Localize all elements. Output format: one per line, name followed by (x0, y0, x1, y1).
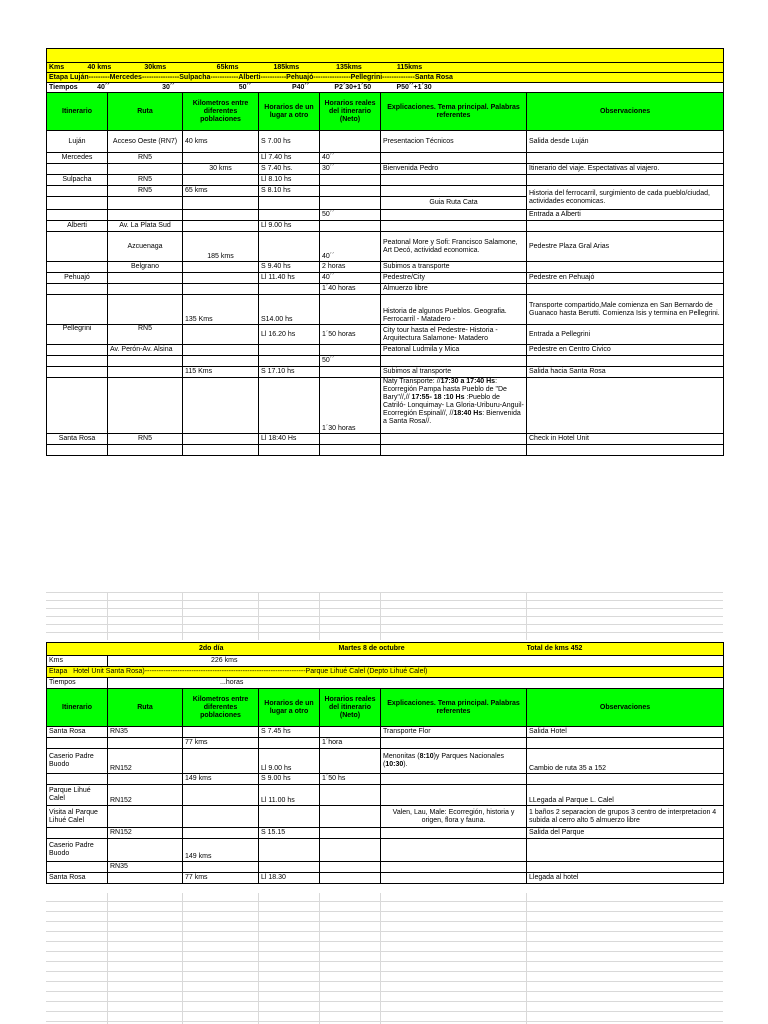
table-row (47, 749, 724, 774)
cell-ruta (108, 367, 183, 378)
cell-horario: Ll 9.00 hs (259, 221, 320, 232)
cell-itinerario: Alberti (47, 221, 108, 232)
cell-explicacion (381, 785, 527, 806)
cell-ruta: RN5 (108, 153, 183, 164)
cell-neto (320, 186, 381, 197)
day1-kms-text: Kms 40 kms 30kms 65kms 185kms 135kms 115kms (47, 63, 724, 73)
cell-explicacion: Bienvenida Pedro (381, 164, 527, 175)
header-kilometros: Kilometros entre diferentes poblaciones (183, 689, 259, 727)
cell-explicacion (381, 175, 527, 186)
table-row (47, 738, 724, 749)
cell-ruta: RN35 (108, 727, 183, 738)
cell-ruta: RN5 (108, 434, 183, 445)
day2-title-row (47, 643, 724, 656)
day2-title-day-text: 2do día (199, 645, 224, 652)
cell-itinerario (47, 356, 108, 367)
cell-horario (259, 445, 320, 456)
cell-itinerario (47, 378, 108, 434)
cell-explicacion: Peatonal More y Sofi: Francisco Salamone, Art Decó, actividad economica. (381, 232, 527, 262)
cell-explicacion: Pedestre/City (381, 273, 527, 284)
day1-tiempos-text: Tiempos 40´´ 30´´ 50´´ P40´´ P2´30+1´50 P50´´+1´30 (47, 83, 724, 93)
cell-itinerario (47, 862, 108, 873)
cell-horario (259, 210, 320, 221)
cell-km (183, 175, 259, 186)
cell-observacion: Entrada a Pellegrini (527, 325, 724, 345)
cell-itinerario (47, 284, 108, 295)
cell-observacion (527, 153, 724, 164)
cell-horario: Ll 16.20 hs (259, 325, 320, 345)
cell-observacion: Salida Hotel (527, 727, 724, 738)
cell-observacion (527, 839, 724, 862)
day1-top-yellow (47, 49, 724, 63)
cell-horario: S 15.15 (259, 828, 320, 839)
table-row (47, 273, 724, 284)
cell-ruta: RN5 (108, 325, 183, 345)
day2-title-date (259, 643, 527, 656)
day2-kms-label: Kms (47, 656, 108, 667)
cell-neto (320, 345, 381, 356)
table-row (47, 839, 724, 862)
day2-etapa-row (47, 667, 724, 678)
cell-km (183, 727, 259, 738)
cell-observacion (527, 262, 724, 273)
cell-ruta: RN152 (108, 785, 183, 806)
cell-observacion: 1 baños 2 separacion de grupos 3 centro de interpretacion 4 subida al cerro alto 5 almuerzo libre (527, 806, 724, 828)
day2-kms-value-cell (108, 656, 724, 667)
cell-explicacion (381, 186, 527, 197)
day2-title-total (527, 643, 724, 656)
cell-ruta (108, 197, 183, 210)
table-row (47, 284, 724, 295)
cell-horario (259, 738, 320, 749)
cell-neto (320, 295, 381, 325)
cell-horario: Ll 18.30 (259, 873, 320, 884)
cell-ruta: Av. Perón-Av. Alsina (108, 345, 183, 356)
cell-neto: 30´´ (320, 164, 381, 175)
cell-explicacion: Transporte Flor (381, 727, 527, 738)
cell-itinerario: Caserio Padre Buodo (47, 749, 108, 774)
cell-horario (259, 284, 320, 295)
menonitas-time-2: 10:30 (385, 761, 404, 768)
cell-neto: 40´´ (320, 273, 381, 284)
cell-itinerario (47, 738, 108, 749)
cell-itinerario (47, 262, 108, 273)
header-horarios-reales: Horarios reales del itinerario (Neto) (320, 689, 381, 727)
spreadsheet-gridlines-bottom (46, 893, 723, 1024)
naty-text-1: Naty Transporte: // (383, 378, 441, 385)
day2-title-total-text: Total de kms 452 (526, 645, 583, 652)
cell-km (183, 262, 259, 273)
cell-explicacion (381, 862, 527, 873)
cell-explicacion (381, 356, 527, 367)
cell-ruta (108, 873, 183, 884)
naty-text-2: : Ecorregión Pampa hasta Pueblo de "De Bary"//,// (383, 378, 507, 401)
day2-tiempos-label: Tiempos (47, 678, 108, 689)
cell-horario: S14.00 hs (259, 295, 320, 325)
cell-km (183, 284, 259, 295)
cell-km: 185 kms (183, 232, 259, 262)
cell-km: 149 kms (183, 774, 259, 785)
cell-km (183, 445, 259, 456)
cell-observacion: Cambio de ruta 35 a 152 (527, 749, 724, 774)
cell-km (183, 806, 259, 828)
cell-horario: Ll 18:40 Hs (259, 434, 320, 445)
table-row (47, 164, 724, 175)
cell-neto (320, 131, 381, 153)
menonitas-time-1: 8:10 (419, 753, 434, 760)
cell-ruta (108, 806, 183, 828)
cell-explicacion: Almuerzo libre (381, 284, 527, 295)
cell-observacion: Salida hacia Santa Rosa (527, 367, 724, 378)
cell-explicacion: Valen, Lau, Male: Ecorregión, historia y origen, flora y fauna. (381, 806, 527, 828)
table-row (47, 345, 724, 356)
day1-table (46, 48, 724, 456)
table-row (47, 378, 724, 434)
cell-km: 149 kms (183, 839, 259, 862)
menonitas-text-2: )y Parques Nacionales ( (383, 753, 505, 768)
cell-ruta (108, 356, 183, 367)
naty-time-2: 17:55- 18 :10 Hs (411, 394, 465, 401)
cell-ruta (108, 738, 183, 749)
cell-horario: Ll 11.40 hs (259, 273, 320, 284)
cell-itinerario (47, 445, 108, 456)
cell-neto (320, 828, 381, 839)
cell-ruta (108, 839, 183, 862)
header-itinerario: Itinerario (47, 689, 108, 727)
cell-horario: S 7.45 hs (259, 727, 320, 738)
table-row (47, 131, 724, 153)
cell-neto: 1´hora (320, 738, 381, 749)
cell-horario (259, 862, 320, 873)
naty-time-3: 18:40 Hs (453, 410, 483, 417)
table-row (47, 153, 724, 164)
cell-neto: 2 horas (320, 262, 381, 273)
cell-explicacion (381, 839, 527, 862)
cell-observacion (527, 175, 724, 186)
cell-itinerario (47, 197, 108, 210)
cell-itinerario (47, 210, 108, 221)
day2-kms-value: 226 kms (211, 657, 238, 664)
cell-horario: S 7.40 hs. (259, 164, 320, 175)
cell-km (183, 828, 259, 839)
table-row (47, 785, 724, 806)
cell-observacion: Pedestre Plaza Gral Arias (527, 232, 724, 262)
cell-itinerario: Visita al Parque Lihué Calel (47, 806, 108, 828)
cell-horario: S 7.00 hs (259, 131, 320, 153)
day1-sheet (46, 48, 723, 456)
cell-explicacion: Subimos al transporte (381, 367, 527, 378)
cell-explicacion-naty (381, 378, 527, 434)
cell-explicacion (381, 210, 527, 221)
table-row (47, 186, 724, 197)
cell-itinerario: Sulpacha (47, 175, 108, 186)
cell-km: 40 kms (183, 131, 259, 153)
cell-itinerario: Pehuajó (47, 273, 108, 284)
cell-neto: 1´40 horas (320, 284, 381, 295)
cell-ruta: Acceso Oeste (RN7) (108, 131, 183, 153)
header-explicaciones: Explicaciones. Tema principal. Palabras referentes (381, 689, 527, 727)
day2-sheet (46, 642, 723, 884)
cell-observacion (527, 862, 724, 873)
cell-km (183, 862, 259, 873)
table-row (47, 356, 724, 367)
cell-neto: 50´´ (320, 210, 381, 221)
cell-observacion: Pedestre en Pehuajó (527, 273, 724, 284)
cell-km: 65 kms (183, 186, 259, 197)
menonitas-text-3: ). (403, 761, 408, 768)
cell-km (183, 749, 259, 774)
cell-km (183, 356, 259, 367)
cell-ruta: Av. La Plata Sud (108, 221, 183, 232)
cell-itinerario (47, 295, 108, 325)
cell-neto: 1´50 hs (320, 774, 381, 785)
cell-ruta (108, 378, 183, 434)
naty-text-3: :Pueblo de Catriló- Lonquimay- La Gloria-Uriburu-Anguil- Ecorregión Espinal//, // (383, 394, 524, 417)
table-row (47, 295, 724, 325)
table-row (47, 175, 724, 186)
cell-explicacion-menonitas (381, 749, 527, 774)
cell-horario (259, 356, 320, 367)
cell-observacion (527, 284, 724, 295)
cell-neto (320, 806, 381, 828)
cell-horario: S 8.10 hs (259, 186, 320, 197)
cell-km (183, 785, 259, 806)
cell-neto (320, 367, 381, 378)
cell-ruta: RN5 (108, 175, 183, 186)
cell-observacion: Check in Hotel Unit (527, 434, 724, 445)
cell-observacion: LLegada al Parque L. Calel (527, 785, 724, 806)
header-itinerario: Itinerario (47, 93, 108, 131)
cell-neto (320, 839, 381, 862)
cell-neto (320, 749, 381, 774)
table-row (47, 862, 724, 873)
cell-ruta: RN152 (108, 828, 183, 839)
cell-horario (259, 197, 320, 210)
header-observaciones: Observaciones (527, 93, 724, 131)
cell-itinerario (47, 367, 108, 378)
day2-etapa-text: Etapa Hotel Unit Santa Rosa)---------------------------------------------------------------------Parque Lihué Calel (Depto Lihué Calel) (47, 667, 724, 678)
table-row (47, 210, 724, 221)
cell-ruta: Belgrano (108, 262, 183, 273)
cell-itinerario (47, 345, 108, 356)
cell-ruta: RN5 (108, 186, 183, 197)
cell-ruta (108, 284, 183, 295)
cell-observacion: Salida del Parque (527, 828, 724, 839)
table-row (47, 873, 724, 884)
cell-explicacion: Subimos a transporte (381, 262, 527, 273)
cell-km: 135 Kms (183, 295, 259, 325)
cell-neto (320, 445, 381, 456)
cell-explicacion: Peatonal Ludmila y Mica (381, 345, 527, 356)
cell-horario: Ll 9.00 hs (259, 749, 320, 774)
cell-observacion: Historia del ferrocarril, surgimiento de cada pueblo/ciudad, actividades economicas. (527, 186, 724, 210)
cell-km (183, 325, 259, 345)
cell-ruta (108, 164, 183, 175)
table-row (47, 774, 724, 785)
cell-observacion: Pedestre en Centro Civico (527, 345, 724, 356)
cell-observacion (527, 221, 724, 232)
header-ruta: Ruta (108, 93, 183, 131)
cell-neto (320, 197, 381, 210)
cell-neto: 40´´ (320, 232, 381, 262)
cell-km (183, 153, 259, 164)
naty-time-1: 17:30 a 17:40 Hs (440, 378, 496, 385)
cell-horario (259, 345, 320, 356)
day2-table (46, 642, 724, 884)
header-ruta: Ruta (108, 689, 183, 727)
cell-observacion: Transporte compartido,Male comienza en San Bernardo de Guanaco hasta Berutti. Comienza Isis y termina en Pellegrini. (527, 295, 724, 325)
cell-explicacion (381, 774, 527, 785)
cell-neto: 40´´ (320, 153, 381, 164)
header-observaciones: Observaciones (527, 689, 724, 727)
day1-tiempos-row (47, 83, 724, 93)
table-row (47, 232, 724, 262)
day2-tiempos-row (47, 678, 724, 689)
cell-itinerario: Mercedes (47, 153, 108, 164)
cell-observacion (527, 738, 724, 749)
cell-neto (320, 785, 381, 806)
header-kilometros: Kilometros entre diferentes poblaciones (183, 93, 259, 131)
cell-ruta (108, 273, 183, 284)
cell-ruta (108, 210, 183, 221)
cell-explicacion: Presentacion Técnicos (381, 131, 527, 153)
cell-explicacion (381, 828, 527, 839)
table-row (47, 221, 724, 232)
cell-explicacion (381, 434, 527, 445)
cell-horario (259, 232, 320, 262)
cell-km (183, 197, 259, 210)
table-row (47, 727, 724, 738)
cell-neto: 1´50 horas (320, 325, 381, 345)
day1-etapa-row (47, 73, 724, 83)
cell-observacion (527, 774, 724, 785)
cell-explicacion: City tour hasta el Pedestre- Historia - Arquitectura Salamone- Matadero (381, 325, 527, 345)
cell-km (183, 273, 259, 284)
header-horarios: Horarios de un lugar a otro (259, 93, 320, 131)
cell-km (183, 221, 259, 232)
day2-title-day (47, 643, 259, 656)
cell-ruta (108, 774, 183, 785)
cell-horario: S 9.40 hs (259, 262, 320, 273)
cell-km: 115 Kms (183, 367, 259, 378)
table-row (47, 325, 724, 345)
cell-observacion (527, 445, 724, 456)
cell-neto (320, 862, 381, 873)
cell-km (183, 345, 259, 356)
cell-itinerario (47, 186, 108, 197)
spreadsheet-gridlines-middle (46, 592, 723, 640)
cell-neto (320, 873, 381, 884)
cell-explicacion (381, 738, 527, 749)
cell-ruta: RN35 (108, 862, 183, 873)
cell-neto (320, 175, 381, 186)
cell-horario: Ll 7.40 hs (259, 153, 320, 164)
table-row (47, 367, 724, 378)
cell-neto (320, 221, 381, 232)
cell-itinerario (47, 164, 108, 175)
cell-itinerario (47, 774, 108, 785)
cell-horario: Ll 11.00 hs (259, 785, 320, 806)
cell-explicacion: Historia de algunos Pueblos. Geografia. Ferrocarril - Matadero - (381, 295, 527, 325)
cell-explicacion (381, 221, 527, 232)
day1-etapa-text: Etapa Luján---------Mercedes----------------Sulpacha------------Alberti-----------Pehuajó----------------Pellegrini--------------Santa Rosa (47, 73, 724, 83)
cell-itinerario: Santa Rosa (47, 873, 108, 884)
header-horarios: Horarios de un lugar a otro (259, 689, 320, 727)
naty-text-4: : Bienvenida a Santa Rosa//. (383, 410, 521, 425)
cell-neto (320, 434, 381, 445)
cell-explicacion: Guia Ruta Cata (381, 197, 527, 210)
cell-itinerario: Caserio Padre Buodo (47, 839, 108, 862)
cell-observacion: Salida desde Luján (527, 131, 724, 153)
cell-observacion (527, 356, 724, 367)
cell-km: 30 kms (183, 164, 259, 175)
cell-km (183, 434, 259, 445)
cell-itinerario: Parque Lihué Calel (47, 785, 108, 806)
table-row (47, 445, 724, 456)
cell-km (183, 378, 259, 434)
cell-km: 77 kms (183, 873, 259, 884)
cell-itinerario: Santa Rosa (47, 727, 108, 738)
header-horarios-reales: Horarios reales del itinerario (Neto) (320, 93, 381, 131)
table-row (47, 806, 724, 828)
day2-kms-row (47, 656, 724, 667)
cell-ruta (108, 295, 183, 325)
day2-tiempos-value: ...horas (220, 679, 244, 686)
cell-ruta: Azcuenaga (108, 232, 183, 262)
cell-neto (320, 727, 381, 738)
cell-ruta (108, 445, 183, 456)
cell-itinerario: Luján (47, 131, 108, 153)
day1-kms-row (47, 63, 724, 73)
day2-tiempos-value-cell (108, 678, 724, 689)
cell-horario: Ll 8.10 hs (259, 175, 320, 186)
cell-observacion: Llegada al hotel (527, 873, 724, 884)
cell-observacion: Itinerario del viaje. Espectativas al viajero. (527, 164, 724, 175)
cell-km: 77 kms (183, 738, 259, 749)
cell-observacion (527, 378, 724, 434)
cell-horario: S 17.10 hs (259, 367, 320, 378)
cell-km (183, 210, 259, 221)
cell-neto: 1´30 horas (320, 378, 381, 434)
header-explicaciones: Explicaciones. Tema principal. Palabras referentes (381, 93, 527, 131)
cell-itinerario: Pellegrini (47, 325, 108, 345)
cell-explicacion (381, 153, 527, 164)
cell-explicacion (381, 445, 527, 456)
menonitas-text-1: Menonitas ( (383, 753, 420, 760)
day2-title-date-text: Martes 8 de octubre (338, 645, 405, 652)
cell-itinerario (47, 828, 108, 839)
cell-horario (259, 806, 320, 828)
cell-horario (259, 378, 320, 434)
cell-horario (259, 839, 320, 862)
cell-itinerario (47, 232, 108, 262)
table-row (47, 262, 724, 273)
cell-neto: 50´´ (320, 356, 381, 367)
table-row (47, 434, 724, 445)
cell-ruta: RN152 (108, 749, 183, 774)
cell-observacion: Entrada a Alberti (527, 210, 724, 221)
cell-horario: S 9.00 hs (259, 774, 320, 785)
day2-header-row (47, 689, 724, 727)
cell-explicacion (381, 873, 527, 884)
day1-header-row (47, 93, 724, 131)
table-row (47, 828, 724, 839)
cell-itinerario: Santa Rosa (47, 434, 108, 445)
